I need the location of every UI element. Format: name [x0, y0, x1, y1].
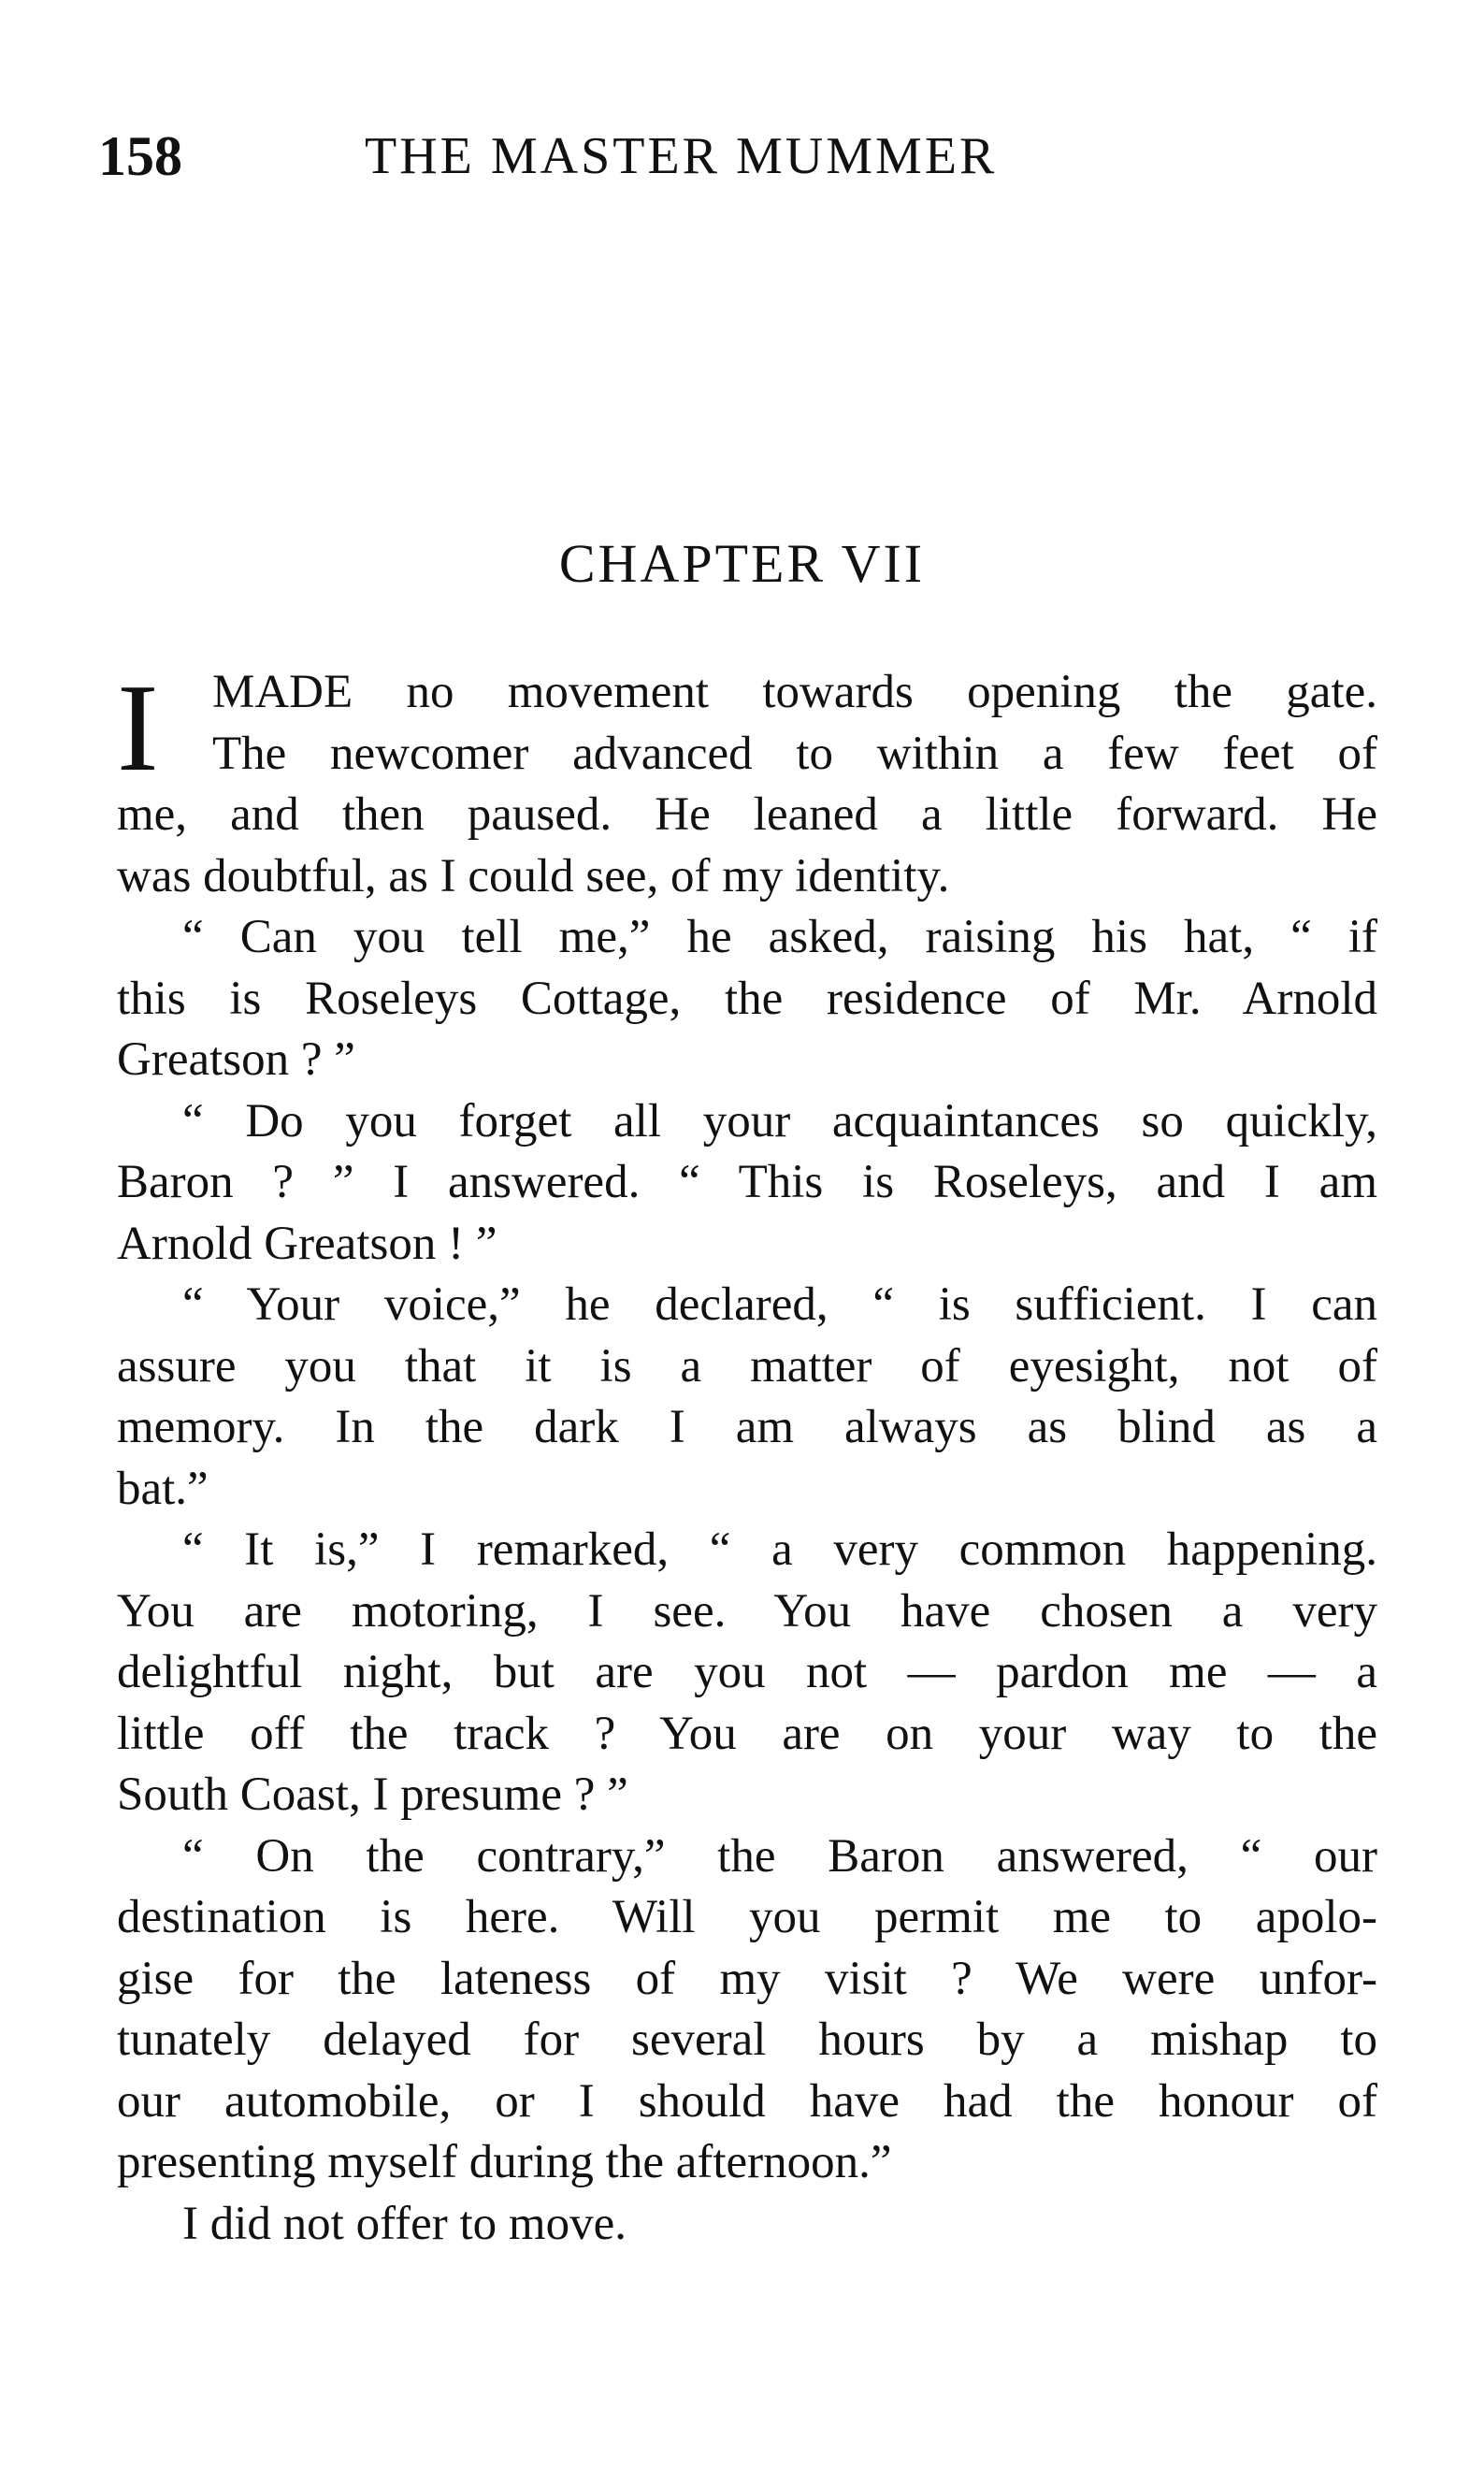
- text-line: Greatson ? ”: [117, 1033, 355, 1086]
- text-line: I did not offer to move.: [182, 2197, 627, 2250]
- page-number: 158: [98, 125, 182, 187]
- text-line: The newcomer advanced to within a few feet of: [212, 727, 1377, 780]
- text-line: tunately delayed for several hours by a mishap to: [117, 2013, 1377, 2066]
- text-line: me, and then paused. He leaned a little forward. He: [117, 788, 1377, 841]
- text-line: Arnold Greatson ! ”: [117, 1217, 497, 1270]
- page-header: [98, 123, 1127, 189]
- text-line: Baron ? ” I answered. “ This is Roseleys, and I am: [117, 1156, 1377, 1208]
- text-line: South Coast, I presume ? ”: [117, 1768, 628, 1821]
- text-line: “ Your voice,” he declared, “ is sufficient. I can: [182, 1278, 1377, 1331]
- text-line: MADE no movement towards opening the gate.: [212, 666, 1377, 718]
- text-line: little off the track ? You are on your way to the: [117, 1707, 1377, 1760]
- text-line: You are motoring, I see. You have chosen a very: [117, 1584, 1377, 1638]
- text-line: destination is here. Will you permit me to apolo-: [117, 1891, 1377, 1943]
- text-line: delightful night, but are you not — pardon me — a: [117, 1646, 1377, 1698]
- text-line: was doubtful, as I could see, of my identity.: [117, 849, 950, 902]
- drop-cap: I: [117, 658, 159, 797]
- text-line: “ Can you tell me,” he asked, raising his hat, “ if: [182, 911, 1377, 963]
- text-line: assure you that it is a matter of eyesight, not of: [117, 1339, 1377, 1393]
- chapter-body: [117, 658, 1377, 2255]
- text-line: “ It is,” I remarked, “ a very common happening.: [182, 1523, 1377, 1576]
- text-line: our automobile, or I should have had the honour of: [117, 2074, 1377, 2128]
- text-line: “ On the contrary,” the Baron answered, “ our: [182, 1829, 1377, 1883]
- text-line: memory. In the dark I am always as blind as a: [117, 1401, 1377, 1453]
- text-line: this is Roseleys Cottage, the residence of Mr. Arnold: [117, 972, 1377, 1025]
- running-head: THE MASTER MUMMER: [365, 127, 998, 185]
- text-line: bat.”: [117, 1462, 209, 1515]
- text-line: gise for the lateness of my visit ? We were unfor-: [117, 1952, 1377, 2005]
- chapter-title: CHAPTER VII: [558, 533, 926, 594]
- text-line: “ Do you forget all your acquaintances so quickly,: [182, 1094, 1377, 1147]
- text-line: presenting myself during the afternoon.”: [117, 2136, 892, 2188]
